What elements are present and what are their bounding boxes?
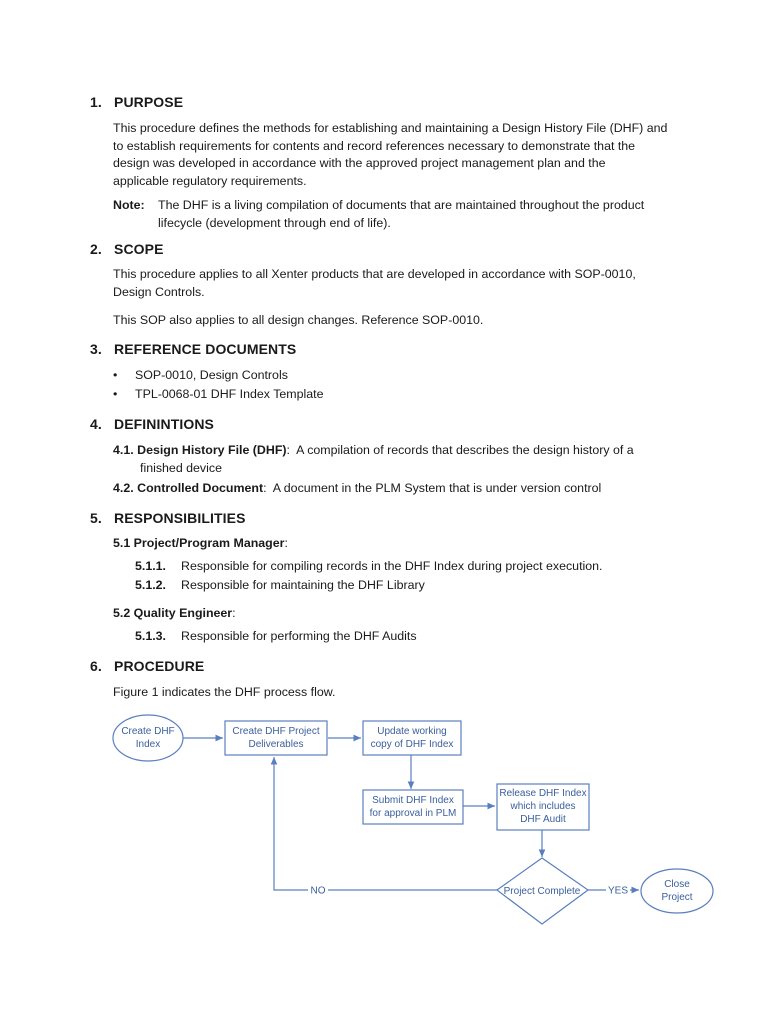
node-text: for approval in PLM [369,808,457,819]
role-title: 5.2 Quality Engineer [113,606,233,620]
responsibility-text: Responsible for performing the DHF Audits [181,629,417,643]
section-heading-responsibilities [90,510,246,526]
role-heading [113,535,288,553]
definition-term: Controlled Document [137,481,264,495]
node-text: Project [661,892,693,903]
definition-continuation: finished device [140,461,222,475]
section-heading-definitions [90,416,214,432]
bullet-marker: • [113,368,118,382]
node-text: Index [135,739,161,750]
section-title: DEFININTIONS [114,416,214,432]
no-label: NO [310,885,326,897]
definition-text: A compilation of records that describes the design history of a [289,443,634,457]
node-text: Submit DHF Index [372,795,454,806]
bullet-marker: • [113,387,118,401]
section-number: 4. [90,416,102,432]
note-text [158,197,644,232]
node-text: Deliverables [248,739,304,750]
definition-colon: : [286,443,290,457]
text-line: This procedure applies to all Xenter products that are developed in accordance with SOP-0010, [113,267,636,281]
node-text: Close [664,879,690,890]
purpose-paragraph [113,120,667,190]
definition-item [113,442,634,460]
section-heading-procedure [90,658,204,674]
node-text: Release DHF Index [499,788,587,799]
role-heading [113,605,236,623]
text-line: to establish requirements for contents and record references necessary to demonstrate that the [113,138,636,153]
section-title: SCOPE [114,241,164,257]
node-text: copy of DHF Index [370,739,454,750]
section-title: RESPONSIBILITIES [114,510,246,526]
section-heading-purpose [90,94,183,110]
note-label: Note: [113,198,145,212]
definition-number: 4.1. [113,443,134,457]
section-number: 2. [90,241,102,257]
definition-text: A document in the PLM System that is under version control [266,481,602,495]
text-line: lifecycle (development through end of life). [158,215,391,230]
node-text: DHF Audit [520,814,566,825]
responsibility-text: Responsible for compiling records in the DHF Index during project execution. [181,559,603,573]
responsibility-text: Responsible for maintaining the DHF Library [181,578,425,592]
dhf-process-flowchart [105,708,725,933]
procedure-intro: Figure 1 indicates the DHF process flow. [113,685,336,699]
reference-item: SOP-0010, Design Controls [135,368,288,382]
section-title: REFERENCE DOCUMENTS [114,341,297,357]
role-colon: : [284,536,288,550]
role-title: 5.1 Project/Program Manager [113,536,285,550]
node-text: Update working [377,726,447,737]
scope-paragraph [113,266,636,301]
text-line: The DHF is a living compilation of documents that are maintained throughout the product [158,198,645,212]
responsibility-number: 5.1.3. [135,629,167,643]
node-text: which includes [510,801,576,812]
definition-colon: : [263,481,267,495]
node-text: Create DHF Project [232,726,320,737]
section-number: 3. [90,341,102,357]
yes-label: YES [607,885,629,897]
reference-item: TPL-0068-01 DHF Index Template [135,387,324,401]
section-heading-references [90,341,296,357]
section-number: 5. [90,510,102,526]
section-number: 1. [90,94,102,110]
section-title: PROCEDURE [114,658,205,674]
decision-text: Project Complete [503,886,581,897]
definition-number: 4.2. [113,481,134,495]
definition-item [113,480,601,498]
responsibility-number: 5.1.2. [135,578,167,592]
section-heading-scope [90,241,164,257]
scope-paragraph-2: This SOP also applies to all design changes. Reference SOP-0010. [113,313,484,327]
text-line: design was developed in accordance with the approved project management plan and the [113,156,606,170]
close-project-node [641,869,713,913]
text-line: applicable regulatory requirements. [113,173,307,188]
text-line: This procedure defines the methods for establishing and maintaining a Design History File (DHF) and [113,121,668,135]
section-title: PURPOSE [114,94,184,110]
node-text: Create DHF [121,726,175,737]
text-line: Design Controls. [113,284,205,299]
create-dhf-index-node [113,715,183,761]
definition-term: Design History File (DHF) [137,443,287,457]
section-number: 6. [90,658,102,674]
role-colon: : [232,606,236,620]
responsibility-number: 5.1.1. [135,559,167,573]
